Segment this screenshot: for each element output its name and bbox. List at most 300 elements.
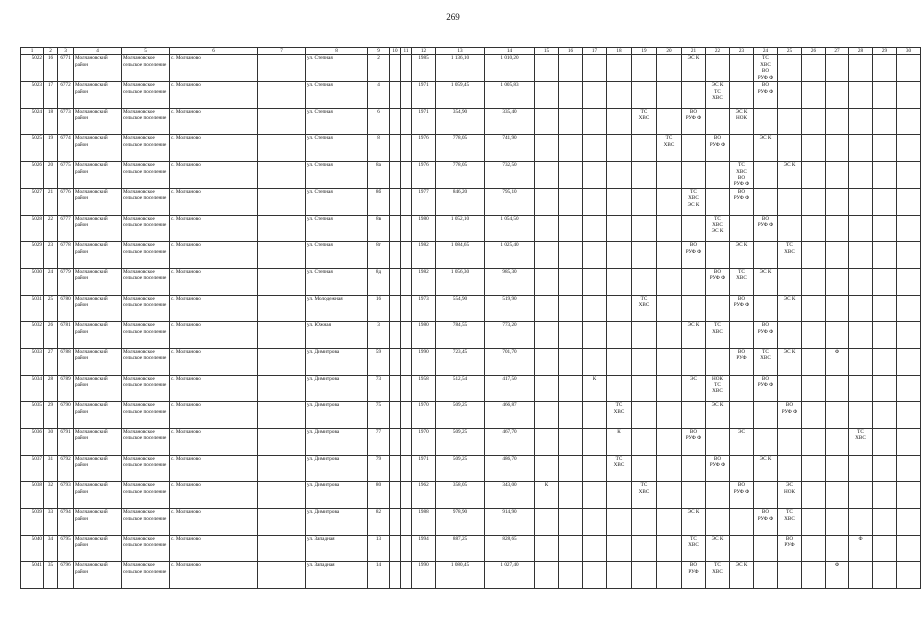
cell-empty — [826, 455, 849, 482]
column-number-19: 19 — [632, 48, 657, 55]
cell-empty — [657, 348, 682, 375]
work-type-mark: НОК — [736, 115, 747, 122]
work-type-mark: ХВС — [736, 168, 747, 175]
cell-empty — [607, 135, 632, 162]
cell-empty — [873, 108, 897, 135]
cell-empty — [778, 215, 802, 242]
work-type-mark: ВО — [737, 482, 746, 489]
cell-c2: 19 — [44, 135, 58, 162]
work-type-mark: ХВС — [712, 388, 723, 395]
cell-c3: 6780 — [58, 295, 74, 322]
cell-area_living: 732,50 — [485, 162, 535, 189]
cell-empty — [706, 108, 730, 135]
cell-c3: 6774 — [58, 135, 74, 162]
cell-empty — [657, 268, 682, 295]
cell-empty — [778, 82, 802, 109]
work-type-mark: ВО — [713, 455, 722, 462]
cell-empty — [401, 242, 412, 269]
work-type-mark: ТС — [738, 162, 745, 169]
cell-empty — [802, 162, 826, 189]
cell-empty — [657, 429, 682, 456]
cell-empty — [657, 322, 682, 349]
cell-mark-col-24 — [754, 268, 778, 295]
cell-year: 1977 — [412, 188, 436, 215]
cell-mark-col-22 — [706, 135, 730, 162]
work-type-mark: ВО — [689, 429, 698, 436]
work-type-mark: ХВС — [613, 408, 625, 415]
cell-mark-col-21 — [682, 242, 706, 269]
table-row — [21, 268, 921, 295]
cell-empty — [802, 429, 826, 456]
cell-empty — [401, 268, 412, 295]
work-type-mark: К — [592, 375, 597, 382]
cell-empty — [632, 268, 657, 295]
cell-empty — [535, 135, 559, 162]
cell-mark-col-25 — [778, 348, 802, 375]
cell-empty — [897, 82, 921, 109]
work-type-mark: ХВС — [712, 94, 723, 101]
cell-empty — [401, 455, 412, 482]
column-number-13: 13 — [436, 48, 485, 55]
table-row — [21, 242, 921, 269]
cell-empty — [607, 535, 632, 562]
cell-c1: 5037 — [21, 455, 44, 482]
cell-area_total: 509,25 — [436, 402, 485, 429]
cell-c2: 31 — [44, 455, 58, 482]
cell-district: Молчановский район — [74, 509, 122, 536]
cell-c3: 6777 — [58, 215, 74, 242]
cell-empty — [849, 242, 873, 269]
cell-empty — [583, 455, 607, 482]
cell-empty — [657, 82, 682, 109]
cell-empty — [682, 402, 706, 429]
cell-empty — [706, 482, 730, 509]
work-type-mark: РУФ — [736, 355, 747, 362]
cell-area_living: 466,87 — [485, 402, 535, 429]
work-type-mark: ВО — [761, 68, 770, 75]
work-type-mark: ХВС — [663, 141, 675, 148]
cell-empty — [826, 242, 849, 269]
work-type-mark: ТС — [786, 242, 793, 249]
cell-empty — [897, 375, 921, 402]
cell-area_total: 554,90 — [436, 295, 485, 322]
cell-mark-col-22 — [706, 455, 730, 482]
cell-empty — [390, 535, 401, 562]
cell-empty — [535, 162, 559, 189]
work-type-mark: РУФ Ф — [757, 328, 774, 335]
cell-empty — [778, 268, 802, 295]
work-type-mark: ТС — [786, 509, 793, 516]
cell-c3: 6772 — [58, 82, 74, 109]
cell-empty — [873, 429, 897, 456]
work-type-mark: ТС — [714, 562, 721, 569]
cell-empty — [258, 482, 306, 509]
cell-empty — [583, 82, 607, 109]
cell-house: 16 — [368, 295, 390, 322]
work-type-mark: ХВС — [760, 355, 771, 362]
work-type-mark: ЭС К — [687, 322, 700, 329]
cell-district: Молчановский район — [74, 215, 122, 242]
cell-area_living: 417,50 — [485, 375, 535, 402]
cell-c1: 5022 — [21, 55, 44, 82]
cell-empty — [778, 322, 802, 349]
cell-mark-col-21 — [682, 108, 706, 135]
cell-empty — [897, 215, 921, 242]
cell-mark-col-21 — [682, 375, 706, 402]
work-type-mark: ТС — [714, 215, 721, 222]
cell-mark-col-21 — [682, 535, 706, 562]
cell-area_total: 778,05 — [436, 135, 485, 162]
cell-area_total: 1 080,45 — [436, 562, 485, 589]
cell-c1: 5032 — [21, 322, 44, 349]
cell-c3: 6792 — [58, 455, 74, 482]
cell-empty — [559, 562, 583, 589]
column-number-27: 27 — [826, 48, 849, 55]
cell-empty — [897, 188, 921, 215]
cell-empty — [657, 509, 682, 536]
cell-empty — [390, 402, 401, 429]
cell-settlement: Молчановское сельское поселение — [122, 429, 170, 456]
column-number-8: 8 — [306, 48, 368, 55]
cell-house: 6 — [368, 108, 390, 135]
work-type-mark: ВО — [761, 215, 770, 222]
cell-empty — [849, 55, 873, 82]
cell-c2: 18 — [44, 108, 58, 135]
cell-empty — [390, 455, 401, 482]
work-type-mark: РУФ Ф — [709, 462, 726, 469]
cell-empty — [632, 322, 657, 349]
cell-c2: 26 — [44, 322, 58, 349]
work-type-mark: ВО — [689, 562, 698, 569]
cell-c2: 35 — [44, 562, 58, 589]
cell-empty — [682, 82, 706, 109]
column-number-18: 18 — [607, 48, 632, 55]
cell-street: ул. Молодежная — [306, 295, 368, 322]
column-number-1: 1 — [21, 48, 44, 55]
work-type-mark: РУФ — [784, 542, 795, 549]
cell-empty — [873, 509, 897, 536]
cell-empty — [802, 535, 826, 562]
cell-empty — [632, 375, 657, 402]
work-type-mark: РУФ Ф — [757, 515, 774, 522]
work-type-mark: К — [544, 482, 549, 489]
cell-empty — [849, 162, 873, 189]
cell-year: 1980 — [412, 322, 436, 349]
cell-empty — [535, 188, 559, 215]
cell-empty — [632, 55, 657, 82]
work-type-mark: ТС — [615, 455, 623, 462]
table-row — [21, 55, 921, 82]
work-type-mark: ВО — [737, 348, 746, 355]
work-type-mark: ВО — [761, 82, 770, 89]
work-type-mark: ЭС К — [711, 535, 724, 542]
cell-empty — [258, 82, 306, 109]
column-number-17: 17 — [583, 48, 607, 55]
cell-year: 1980 — [412, 215, 436, 242]
cell-empty — [706, 162, 730, 189]
cell-area_total: 509,25 — [436, 429, 485, 456]
cell-empty — [607, 242, 632, 269]
cell-empty — [559, 535, 583, 562]
cell-empty — [258, 429, 306, 456]
cell-street: ул. Димитрова — [306, 482, 368, 509]
cell-empty — [873, 562, 897, 589]
cell-empty — [730, 215, 754, 242]
cell-village: с. Молчаново — [170, 402, 258, 429]
cell-area_living: 701,70 — [485, 348, 535, 375]
work-type-mark: РУФ Ф — [709, 141, 726, 148]
cell-mark-col-19 — [632, 295, 657, 322]
cell-empty — [607, 509, 632, 536]
cell-empty — [607, 482, 632, 509]
column-number-9: 9 — [368, 48, 390, 55]
cell-empty — [559, 455, 583, 482]
work-type-mark: ЭС К — [711, 82, 724, 89]
table-row — [21, 375, 921, 402]
cell-c2: 16 — [44, 55, 58, 82]
cell-empty — [583, 268, 607, 295]
cell-empty — [754, 535, 778, 562]
cell-empty — [682, 295, 706, 322]
cell-street: ул. Степная — [306, 162, 368, 189]
cell-area_living: 914,90 — [485, 509, 535, 536]
cell-empty — [390, 509, 401, 536]
cell-mark-col-23 — [730, 348, 754, 375]
cell-empty — [897, 562, 921, 589]
cell-empty — [401, 509, 412, 536]
cell-area_total: 846,20 — [436, 188, 485, 215]
cell-mark-col-23 — [730, 295, 754, 322]
cell-empty — [401, 429, 412, 456]
work-type-mark: РУФ Ф — [685, 435, 702, 442]
cell-empty — [401, 135, 412, 162]
cell-empty — [657, 295, 682, 322]
work-type-mark: ТС — [640, 108, 648, 115]
cell-district: Молчановский район — [74, 322, 122, 349]
cell-c3: 6771 — [58, 55, 74, 82]
work-type-mark: ЭС К — [687, 509, 700, 516]
cell-empty — [632, 402, 657, 429]
column-number-24: 24 — [754, 48, 778, 55]
cell-district: Молчановский район — [74, 162, 122, 189]
cell-mark-col-22 — [706, 215, 730, 242]
table-row — [21, 429, 921, 456]
work-type-mark: ЭС К — [735, 108, 748, 115]
cell-empty — [849, 322, 873, 349]
cell-empty — [873, 82, 897, 109]
cell-empty — [401, 562, 412, 589]
cell-empty — [390, 188, 401, 215]
cell-empty — [559, 268, 583, 295]
cell-empty — [559, 348, 583, 375]
work-type-mark: ЭС К — [759, 135, 772, 142]
cell-c3: 6794 — [58, 509, 74, 536]
work-type-mark: ВО — [761, 322, 770, 329]
cell-c2: 17 — [44, 82, 58, 109]
cell-empty — [258, 455, 306, 482]
cell-empty — [778, 188, 802, 215]
cell-village: с. Молчаново — [170, 242, 258, 269]
cell-empty — [258, 188, 306, 215]
table-row — [21, 295, 921, 322]
column-number-11: 11 — [401, 48, 412, 55]
cell-empty — [802, 268, 826, 295]
cell-c1: 5036 — [21, 429, 44, 456]
cell-village: с. Молчаново — [170, 268, 258, 295]
cell-street: ул. Степная — [306, 268, 368, 295]
cell-street: ул. Степная — [306, 55, 368, 82]
cell-empty — [802, 188, 826, 215]
cell-empty — [826, 322, 849, 349]
cell-empty — [730, 55, 754, 82]
cell-empty — [632, 135, 657, 162]
cell-empty — [583, 429, 607, 456]
cell-c3: 6778 — [58, 242, 74, 269]
cell-empty — [607, 82, 632, 109]
table-body — [21, 55, 921, 589]
cell-empty — [706, 242, 730, 269]
cell-empty — [401, 322, 412, 349]
cell-empty — [826, 402, 849, 429]
cell-mark-col-25 — [778, 535, 802, 562]
cell-mark-col-25 — [778, 509, 802, 536]
cell-empty — [802, 215, 826, 242]
cell-village: с. Молчаново — [170, 375, 258, 402]
cell-empty — [401, 482, 412, 509]
work-type-mark: ТС — [690, 535, 697, 542]
cell-street: ул. Степная — [306, 135, 368, 162]
cell-street: ул. Димитрова — [306, 509, 368, 536]
cell-empty — [401, 215, 412, 242]
cell-house: 8в — [368, 215, 390, 242]
work-type-mark: ХВС — [784, 248, 795, 255]
cell-area_living: 985,30 — [485, 268, 535, 295]
cell-empty — [706, 295, 730, 322]
cell-empty — [897, 348, 921, 375]
cell-c3: 6796 — [58, 562, 74, 589]
cell-c1: 5039 — [21, 509, 44, 536]
cell-empty — [754, 162, 778, 189]
cell-empty — [849, 402, 873, 429]
cell-empty — [873, 535, 897, 562]
cell-district: Молчановский район — [74, 135, 122, 162]
cell-empty — [258, 295, 306, 322]
cell-settlement: Молчановское сельское поселение — [122, 242, 170, 269]
cell-empty — [897, 429, 921, 456]
cell-mark-col-22 — [706, 562, 730, 589]
cell-empty — [390, 268, 401, 295]
cell-empty — [583, 482, 607, 509]
cell-year: 1982 — [412, 268, 436, 295]
cell-empty — [583, 295, 607, 322]
cell-mark-col-28 — [849, 535, 873, 562]
work-type-mark: НОК — [784, 488, 795, 495]
cell-house: 75 — [368, 402, 390, 429]
cell-c3: 6788 — [58, 348, 74, 375]
cell-mark-col-27 — [826, 348, 849, 375]
cell-c1: 5024 — [21, 108, 44, 135]
cell-c3: 6776 — [58, 188, 74, 215]
cell-empty — [632, 215, 657, 242]
cell-settlement: Молчановское сельское поселение — [122, 108, 170, 135]
cell-empty — [873, 135, 897, 162]
cell-empty — [559, 509, 583, 536]
cell-empty — [559, 188, 583, 215]
cell-area_living: 1 054,50 — [485, 215, 535, 242]
cell-mark-col-25 — [778, 402, 802, 429]
cell-empty — [730, 535, 754, 562]
cell-empty — [730, 375, 754, 402]
cell-empty — [657, 242, 682, 269]
work-type-mark: ЭС — [690, 375, 697, 382]
cell-empty — [390, 348, 401, 375]
cell-mark-col-22 — [706, 535, 730, 562]
cell-c1: 5040 — [21, 535, 44, 562]
cell-empty — [849, 135, 873, 162]
cell-empty — [258, 348, 306, 375]
column-number-28: 28 — [849, 48, 873, 55]
cell-village: с. Молчаново — [170, 429, 258, 456]
cell-empty — [559, 108, 583, 135]
work-type-mark: Ф — [834, 562, 840, 569]
cell-mark-col-22 — [706, 322, 730, 349]
cell-house: 13 — [368, 535, 390, 562]
work-type-mark: ЭС К — [687, 55, 700, 62]
cell-mark-col-19 — [632, 482, 657, 509]
cell-empty — [849, 295, 873, 322]
cell-empty — [583, 535, 607, 562]
cell-c2: 30 — [44, 429, 58, 456]
cell-empty — [607, 162, 632, 189]
cell-area_living: 773,20 — [485, 322, 535, 349]
cell-empty — [730, 135, 754, 162]
cell-empty — [583, 188, 607, 215]
cell-empty — [873, 402, 897, 429]
cell-empty — [657, 188, 682, 215]
cell-empty — [607, 55, 632, 82]
cell-empty — [258, 535, 306, 562]
work-type-mark: РУФ Ф — [685, 248, 702, 255]
cell-c3: 6779 — [58, 268, 74, 295]
cell-empty — [559, 55, 583, 82]
cell-district: Молчановский район — [74, 268, 122, 295]
cell-village: с. Молчаново — [170, 295, 258, 322]
column-number-20: 20 — [657, 48, 682, 55]
cell-empty — [706, 509, 730, 536]
cell-empty — [730, 322, 754, 349]
cell-mark-col-23 — [730, 242, 754, 269]
cell-year: 1970 — [412, 402, 436, 429]
cell-village: с. Молчаново — [170, 348, 258, 375]
work-type-mark: РУФ Ф — [757, 88, 774, 95]
cell-empty — [897, 535, 921, 562]
cell-empty — [401, 348, 412, 375]
cell-empty — [873, 188, 897, 215]
work-type-mark: ХВС — [736, 275, 747, 282]
cell-empty — [632, 82, 657, 109]
work-type-mark: РУФ — [688, 568, 699, 575]
cell-empty — [730, 455, 754, 482]
work-type-mark: ТС — [762, 348, 769, 355]
cell-empty — [390, 82, 401, 109]
cell-empty — [258, 268, 306, 295]
cell-year: 1971 — [412, 455, 436, 482]
cell-empty — [559, 482, 583, 509]
cell-c1: 5025 — [21, 135, 44, 162]
cell-c2: 25 — [44, 295, 58, 322]
cell-empty — [849, 509, 873, 536]
cell-empty — [778, 429, 802, 456]
